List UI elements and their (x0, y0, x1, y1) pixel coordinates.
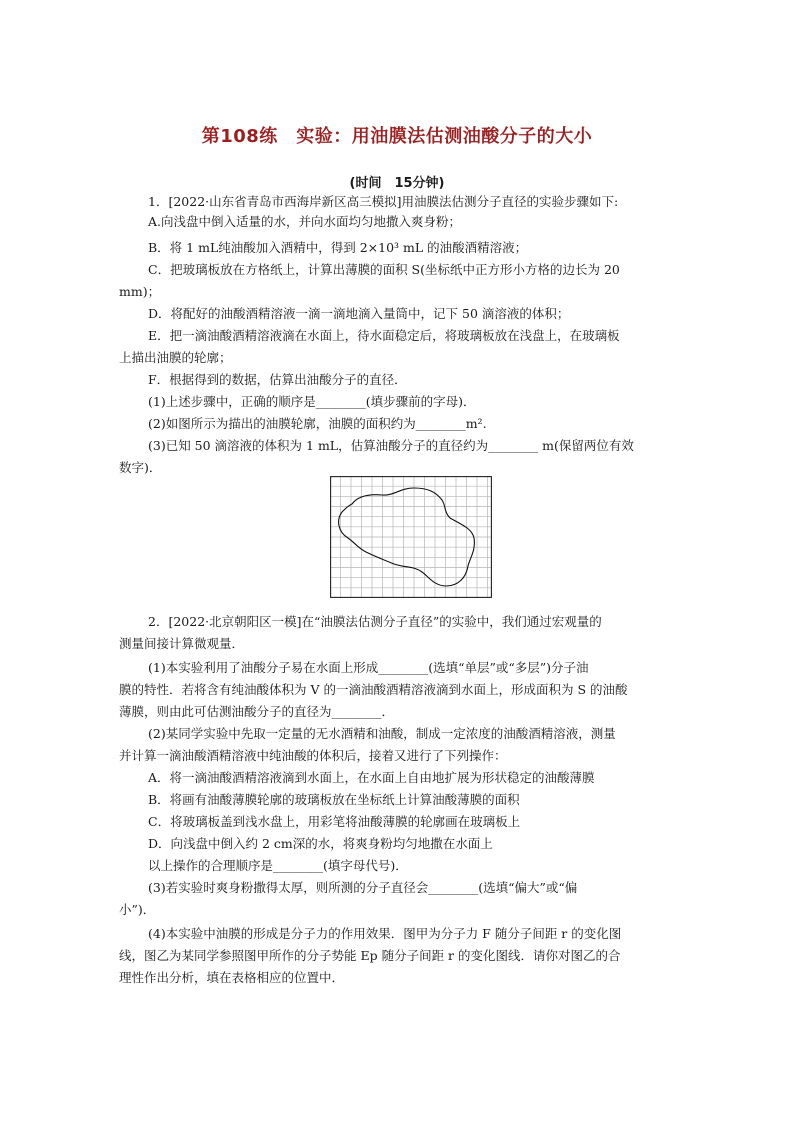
q1-line: 上描出油膜的轮廓； (119, 350, 232, 365)
q2-line: A．将一滴油酸酒精溶液滴到水面上，在水面上自由地扩展为形状稳定的油酸薄膜 (148, 770, 595, 785)
q1-line: F．根据得到的数据，估算出油酸分子的直径． (148, 372, 407, 387)
q1-line: D．将配好的油酸酒精溶液一滴一滴地滴入量筒中，记下 50 滴溶液的体积； (148, 306, 570, 321)
q1-line: 数字)． (119, 460, 162, 475)
q2-line: (1)本实验利用了油酸分子易在水面上形成________(选填“单层”或“多层”)分子油 (148, 660, 589, 675)
q1-line: 1．[2022·山东省青岛市西海岸新区高三模拟]用油膜法估测分子直径的实验步骤如下: (148, 194, 619, 209)
q1-line: C．把玻璃板放在方格纸上，计算出薄膜的面积 S(坐标纸中正方形小方格的边长为 20 (148, 262, 620, 277)
q2-line: B．将画有油酸薄膜轮廓的玻璃板放在坐标纸上计算油酸薄膜的面积 (148, 792, 520, 807)
q1-line: E．把一滴油酸酒精溶液滴在水面上，待水面稳定后，将玻璃板放在浅盘上，在玻璃板 (148, 328, 620, 343)
q1-line: (2)如图所示为描出的油膜轮廓，油膜的面积约为________m². (148, 416, 487, 431)
time-limit: (时间 15分钟) (349, 176, 445, 191)
q2-line: 薄膜，则由此可估测油酸分子的直径为________． (119, 704, 395, 719)
q2-line: (2)某同学实验中先取一定量的无水酒精和油酸，制成一定浓度的油酸酒精溶液，测量 (148, 726, 616, 741)
oil-film-figure (330, 476, 492, 598)
q2-line: D．向浅盘中倒入约 2 cm深的水，将爽身粉均匀地撒在水面上 (148, 836, 493, 851)
q2-line: (3)若实验时爽身粉撒得太厚，则所测的分子直径会________(选填“偏大”或“偏 (148, 880, 578, 895)
q1-line: mm)； (119, 284, 161, 299)
q2-line: 理性作出分析，填在表格相应的位置中． (119, 970, 345, 985)
q2-line: C．将玻璃板盖到浅水盘上，用彩笔将油酸薄膜的轮廓画在玻璃板上 (148, 814, 521, 829)
q2-line: 并计算一滴油酸酒精溶液中纯油酸的体积后，接着又进行了下列操作： (119, 748, 507, 763)
page-title: 第108练 实验：用油膜法估测油酸分子的大小 (201, 126, 593, 147)
q2-line: 小”)． (119, 902, 156, 917)
q1-line: (1)上述步骤中，正确的顺序是________(填步骤前的字母)． (148, 394, 476, 409)
q2-line: (4)本实验中油膜的形成是分子力的作用效果．图甲为分子力 F 随分子间距 r 的变化图 (148, 926, 622, 941)
q2-line: 线，图乙为某同学参照图甲所作的分子势能 Ep 随分子间距 r 的变化图线．请你对图乙的合 (119, 948, 621, 963)
q2-line: 膜的特性．若将含有纯油酸体积为 V 的一滴油酸酒精溶液滴到水面上，形成面积为 S 的油酸 (119, 682, 628, 697)
q1-line: B．将 1 mL纯油酸加入酒精中，得到 2×10³ mL 的油酸酒精溶液； (148, 240, 528, 255)
q1-line: (3)已知 50 滴溶液的体积为 1 mL，估算油酸分子的直径约为________ m(保留两位有效 (148, 438, 634, 453)
q2-line: 2．[2022·北京朝阳区一模]在“油膜法估测分子直径”的实验中，我们通过宏观量的 (148, 614, 602, 629)
q2-line: 测量间接计算微观量． (119, 636, 245, 651)
q1-line: A.向浅盘中倒入适量的水，并向水面均匀地撒入爽身粉； (148, 214, 462, 229)
grid-lines (330, 476, 492, 598)
q2-line: 以上操作的合理顺序是________(填字母代号)． (148, 858, 408, 873)
